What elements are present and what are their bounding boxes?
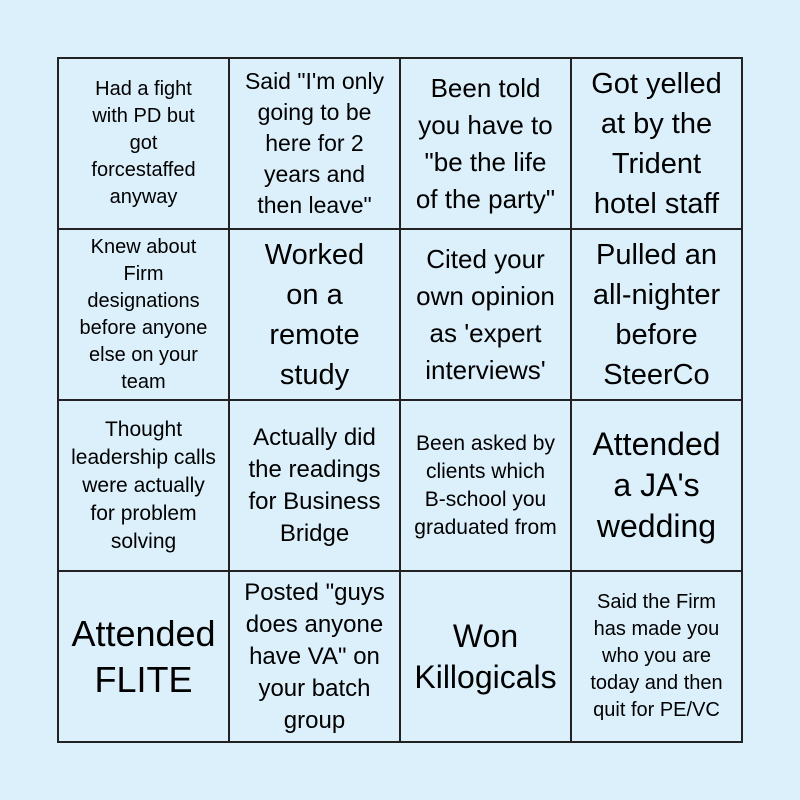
bingo-cell-r3c2[interactable]: Actually did the readings for Business Bridge (229, 400, 400, 571)
bingo-cell-r2c3[interactable]: Cited your own opinion as 'expert interviews' (400, 229, 571, 400)
bingo-cell-r2c2[interactable]: Worked on a remote study (229, 229, 400, 400)
bingo-cell-r2c4[interactable]: Pulled an all-nighter before SteerCo (571, 229, 742, 400)
bingo-cell-r1c4[interactable]: Got yelled at by the Trident hotel staff (571, 58, 742, 229)
bingo-cell-r1c2[interactable]: Said "I'm only going to be here for 2 years and then leave" (229, 58, 400, 229)
bingo-board (57, 57, 743, 743)
bingo-cell-r3c3[interactable]: Been asked by clients which B-school you graduated from (400, 400, 571, 571)
bingo-cell-r4c4[interactable]: Said the Firm has made you who you are today and then quit for PE/VC (571, 571, 742, 742)
bingo-cell-r1c3[interactable]: Been told you have to "be the life of the party" (400, 58, 571, 229)
bingo-cell-r1c1[interactable]: Had a fight with PD but got forcestaffed anyway (58, 58, 229, 229)
bingo-cell-r3c4[interactable]: Attended a JA's wedding (571, 400, 742, 571)
bingo-cell-r4c2[interactable]: Posted "guys does anyone have VA" on your batch group (229, 571, 400, 742)
bingo-cell-r2c1[interactable]: Knew about Firm designations before anyone else on your team (58, 229, 229, 400)
bingo-cell-r4c3[interactable]: Won Killogicals (400, 571, 571, 742)
bingo-cell-r3c1[interactable]: Thought leadership calls were actually for problem solving (58, 400, 229, 571)
bingo-cell-r4c1[interactable]: Attended FLITE (58, 571, 229, 742)
